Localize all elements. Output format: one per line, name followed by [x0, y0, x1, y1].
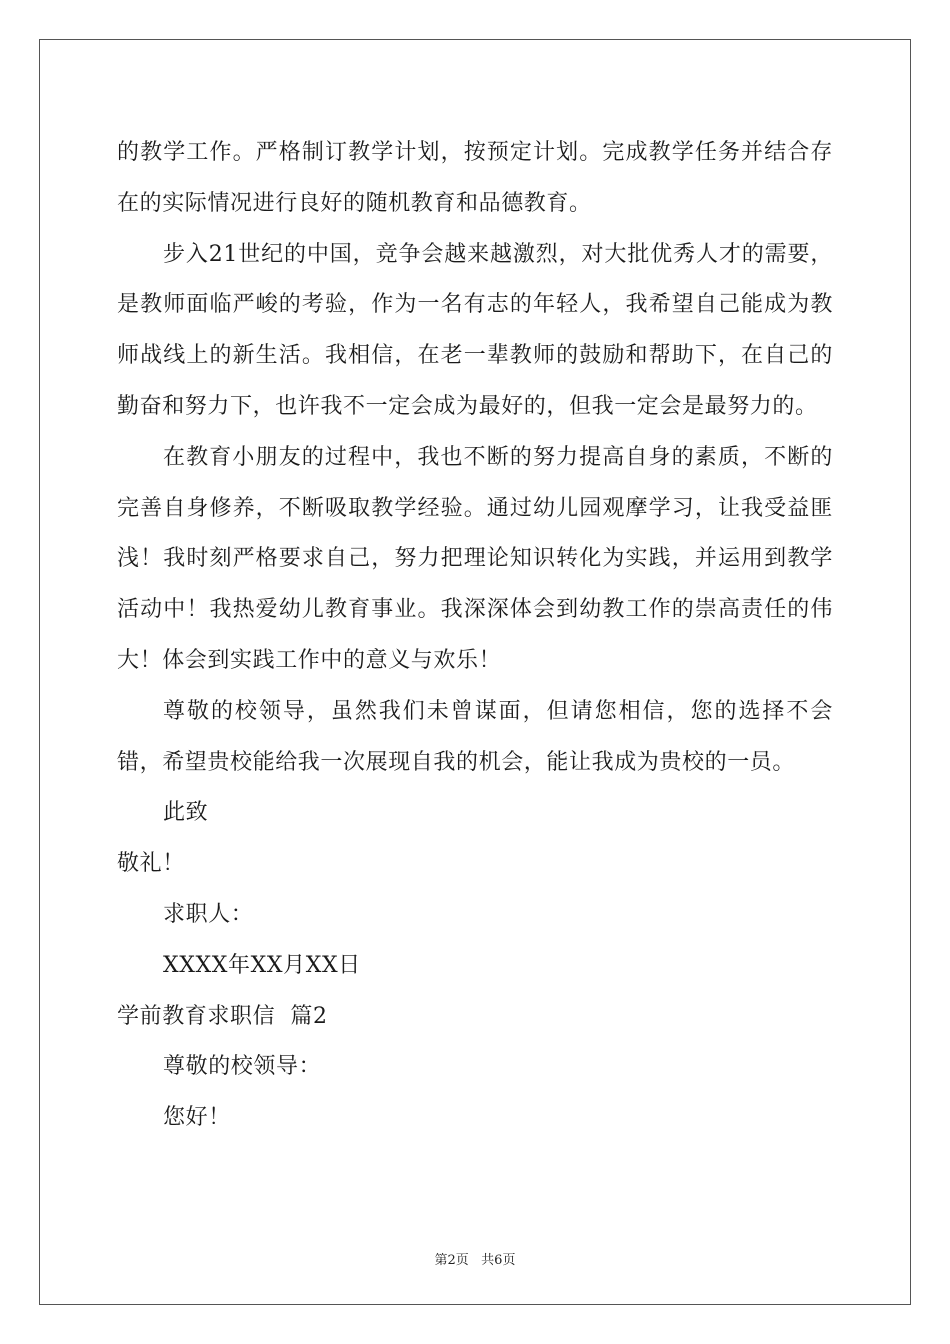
greeting-hello: 您好！ [163, 1105, 231, 1131]
closing-salutation: 此致 [163, 800, 209, 826]
closing-regards: 敬礼！ [117, 851, 185, 877]
paragraph-2: 步入21世纪的中国，竞争会越来越激烈，对大批优秀人才的需要，是教师面临严峻的考验，作为一名有志的年轻人，我希望自己能成为教师战线上的新生活。我相信，在老一辈教师的鼓励和帮助下，在自己的勤奋和努力下，也许我不一定会成为最好的，但我一定会是最努力的。 [117, 241, 833, 419]
signature-date: XXXX年XX月XX日 [163, 952, 361, 978]
section-title: 学前教育求职信 篇2 [117, 1003, 328, 1029]
greeting: 尊敬的校领导： [163, 1054, 322, 1080]
signature-applicant: 求职人： [163, 901, 254, 927]
paragraph-3: 在教育小朋友的过程中，我也不断的努力提高自身的素质，不断的完善自身修养，不断吸取教学经验。通过幼儿园观摩学习，让我受益匪浅！我时刻严格要求自己，努力把理论知识转化为实践，并运用到教学活动中！我热爱幼儿教育事业。我深深体会到幼教工作的崇高责任的伟大！体会到实践工作中的意义与欢乐！ [117, 444, 833, 673]
document-body [117, 128, 833, 1144]
page-footer [0, 1249, 950, 1268]
paragraph-4: 尊敬的校领导，虽然我们未曾谋面，但请您相信，您的选择不会错，希望贵校能给我一次展现自我的机会，能让我成为贵校的一员。 [117, 698, 833, 775]
page-number: 第2页 共6页 [434, 1253, 516, 1268]
paragraph-1: 的教学工作。严格制订教学计划，按预定计划。完成教学任务并结合存在的实际情况进行良好的随机教育和品德教育。 [117, 140, 833, 216]
